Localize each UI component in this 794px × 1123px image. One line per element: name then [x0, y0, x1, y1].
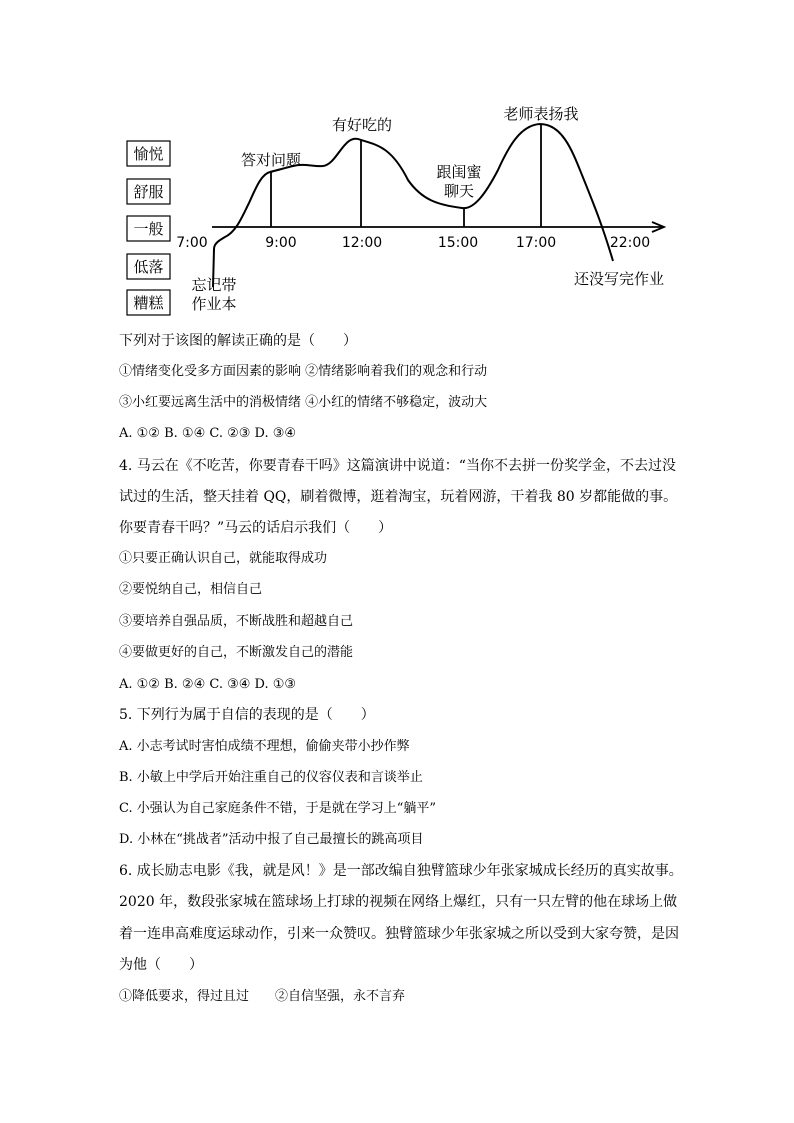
q6-stem-line2: 2020 年，数段张家城在篮球场上打球的视频在网络上爆红，只有一只左臂的他在球场上做 [119, 894, 678, 910]
mood-label-joyful: 愉悦 [133, 145, 164, 163]
q6-stem-line1: 6. 成长励志电影《我，就是风！》是一部改编自独臂篮球少年张家城成长经历的真实故事。 [119, 863, 683, 879]
time-label-9: 9:00 [265, 235, 297, 251]
event-labels [191, 105, 664, 313]
mood-label-comfortable: 舒服 [133, 183, 164, 201]
mood-level-boxes [127, 141, 170, 315]
q3-options-line1: ①情绪变化受多方面因素的影响 ②情绪影响着我们的观念和行动 [119, 364, 488, 379]
event-chat-line2: 聊天 [443, 182, 475, 200]
q4-option-1: ①只要正确认识自己，就能取得成功 [119, 551, 328, 566]
mood-label-bad: 糟糕 [133, 294, 164, 312]
q5-stem: 5. 下列行为属于自信的表现的是（ ） [119, 707, 375, 723]
q4-stem-line3: 你要青春干吗？”马云的话启示我们（ ） [119, 520, 393, 536]
event-homework-not-done: 还没写完作业 [573, 270, 665, 288]
q4-option-2: ②要悦纳自己，相信自己 [119, 582, 263, 597]
q6-options: ①降低要求，得过且过 ②自信坚强，永不言弃 [119, 989, 406, 1004]
q5-choice-a: A. 小志考试时害怕成绩不理想，偷偷夹带小抄作弊 [119, 739, 410, 754]
q5-choice-c: C. 小强认为自己家庭条件不错，于是就在学习上“躺平” [119, 801, 437, 816]
mood-curve [213, 124, 613, 287]
event-forgot-homework-line2: 作业本 [191, 295, 237, 313]
time-label-17: 17:00 [515, 235, 557, 251]
q4-stem-line1: 4. 马云在《不吃苦，你要青春干吗》这篇演讲中说道：“当你不去拼一份奖学金，不去过没 [119, 458, 676, 474]
event-teacher-praise: 老师表扬我 [503, 105, 579, 123]
event-forgot-homework-line1: 忘记带 [191, 276, 237, 294]
event-chat-line1: 跟闺蜜 [436, 163, 482, 181]
time-labels [176, 235, 650, 251]
event-tasty-food: 有好吃的 [331, 116, 393, 134]
event-answered-question: 答对问题 [240, 151, 302, 169]
mood-label-low: 低落 [133, 258, 164, 276]
q6-stem-line3: 着一连串高难度运球动作，引来一众赞叹。独臂篮球少年张家城之所以受到大家夸赞，是因 [119, 926, 679, 942]
time-label-15: 15:00 [437, 235, 479, 251]
q4-option-4: ④要做更好的自己，不断激发自己的潜能 [119, 645, 354, 660]
q5-choice-b: B. 小敏上中学后开始注重自己的仪容仪表和言谈举止 [119, 770, 423, 785]
q4-stem-line2: 试过的生活，整天挂着 QQ，刷着微博，逛着淘宝，玩着网游，干着我 80 岁都能做的事。 [119, 489, 678, 505]
q5-choice-d: D. 小林在“挑战者”活动中报了自己最擅长的跳高项目 [119, 832, 424, 847]
q3-options-line2: ③小红要远离生活中的消极情绪 ④小红的情绪不够稳定，波动大 [119, 395, 488, 410]
time-label-22: 22:00 [609, 235, 651, 251]
q3-choices: A. ①② B. ①④ C. ②③ D. ③④ [119, 426, 297, 441]
q6-stem-line4: 为他（ ） [119, 957, 203, 973]
time-axis [212, 222, 664, 232]
mood-label-normal: 一般 [133, 220, 164, 238]
q4-choices: A. ①② B. ②④ C. ③④ D. ①③ [119, 677, 297, 692]
mood-curve-figure [0, 0, 794, 330]
time-label-12: 12:00 [341, 235, 383, 251]
time-label-7: 7:00 [176, 235, 208, 251]
q3-stem: 下列对于该图的解读正确的是（ ） [119, 333, 357, 349]
q4-option-3: ③要培养自强品质，不断战胜和超越自己 [119, 614, 354, 629]
